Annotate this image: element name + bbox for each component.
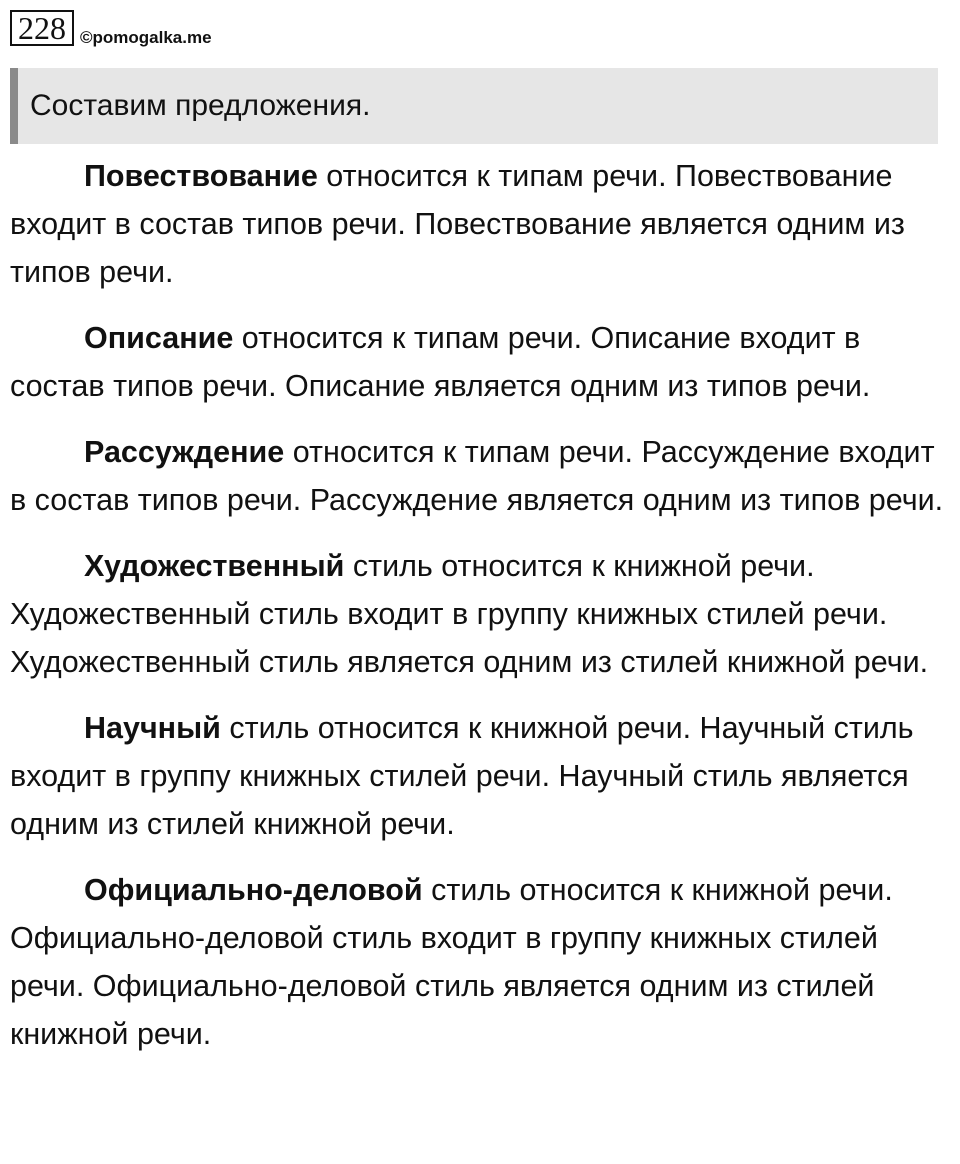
term-bold: Рассуждение [84, 435, 285, 469]
term-bold: Описание [84, 321, 234, 355]
page-header [10, 10, 212, 46]
term-bold: Повествование [84, 159, 318, 193]
paragraph-scientific-style [10, 704, 950, 848]
paragraph-text: стиль относится к книжной речи. Научный стиль входит в группу книжных стилей речи. Научный стиль является одним из стилей книжной речи. [10, 711, 914, 841]
paragraph-text: относится к типам речи. Повествование входит в состав типов речи. Повествование является одним из типов речи. [10, 159, 905, 289]
paragraph-text: относится к типам речи. Рассуждение входит в состав типов речи. Рассуждение является одним из типов речи. [10, 435, 944, 517]
paragraph-text: стиль относится к книжной речи. Художественный стиль входит в группу книжных стилей речи. Художественный стиль является одним из стилей книжной речи. [10, 549, 929, 679]
paragraph-official-style [10, 866, 950, 1058]
site-watermark[interactable]: ©pomogalka.me [80, 28, 212, 47]
term-bold: Официально-деловой [84, 873, 423, 907]
paragraph-description [10, 314, 950, 410]
answer-content [10, 152, 950, 1076]
paragraph-reasoning [10, 428, 950, 524]
paragraph-narration [10, 152, 950, 296]
banner-title: Составим предложения. [30, 89, 371, 122]
section-banner [10, 68, 938, 144]
paragraph-text: относится к типам речи. Описание входит в состав типов речи. Описание является одним из типов речи. [10, 321, 871, 403]
task-number-box: 228 [10, 10, 74, 46]
term-bold: Научный [84, 711, 221, 745]
paragraph-text: стиль относится к книжной речи. Официально-деловой стиль входит в группу книжных стилей речи. Официально-деловой стиль является одним из стилей книжной речи. [10, 873, 893, 1051]
paragraph-artistic-style [10, 542, 950, 686]
term-bold: Художественный [84, 549, 345, 583]
